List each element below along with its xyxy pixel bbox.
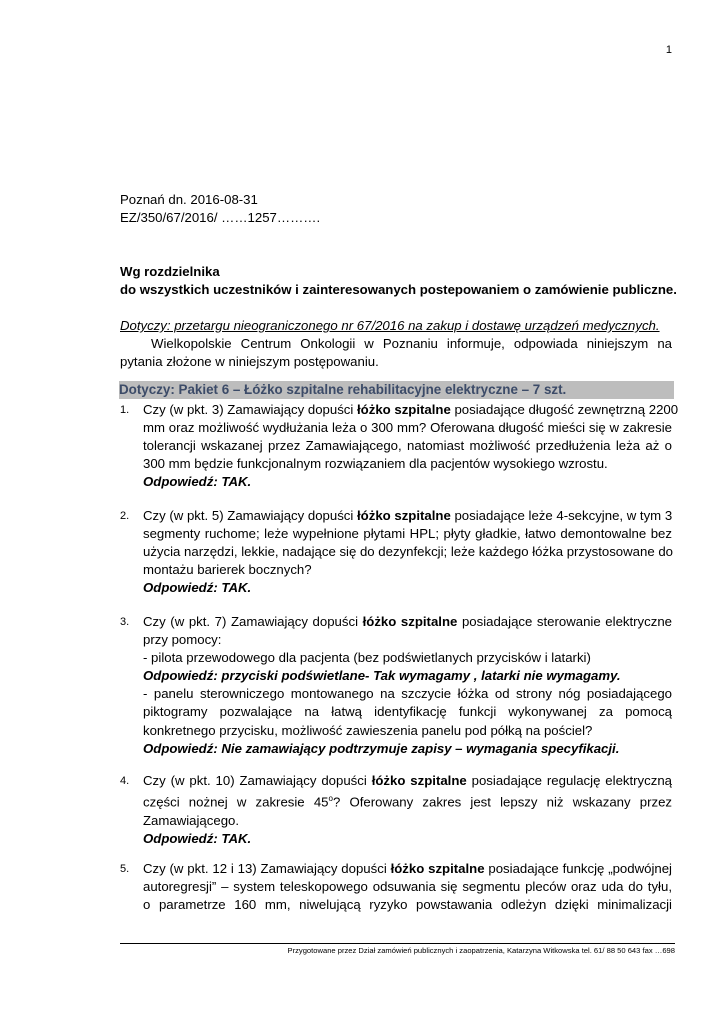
question-item-3 (143, 613, 672, 758)
footer-text: Przygotowane przez Dział zamówień publicznych i zaopatrzenia, Katarzyna Witkowska tel. 61/ 88 50 643 fax …698 (287, 946, 675, 955)
intro-line-1: Wielkopolskie Centrum Onkologii w Poznaniu informuje, odpowiada niniejszym na (151, 336, 672, 351)
question-item-5 (143, 860, 672, 914)
answer: Odpowiedź: TAK. (143, 830, 252, 846)
answer: Odpowiedź: TAK. (143, 474, 252, 490)
answer: Odpowiedź: TAK. (143, 580, 252, 596)
question-line: Zamawiającego. (143, 812, 240, 828)
item-number: 2. (120, 510, 130, 522)
place-date: Poznań dn. 2016-08-31 (120, 192, 258, 207)
question-line: Czy (w pkt. 5) Zamawiający dopuści łóżko szpitalne posiadające leże 4-sekcyjne, w tym 3 (143, 508, 673, 523)
section-header: Dotyczy: Pakiet 6 – Łóżko szpitalne rehabilitacyjne elektryczne – 7 szt. (119, 381, 674, 399)
recipients-line-1: Wg rozdzielnika (120, 264, 220, 279)
question-line: montażu barierek bocznych? (143, 562, 312, 578)
answer: Odpowiedź: przyciski podświetlane- Tak wymagamy , latarki nie wymagamy. (143, 668, 621, 684)
item-number: 5. (120, 863, 130, 875)
question-line: 300 mm będzie funkcjonalnym rozwiązaniem dla pacjentów wysokiego wzrostu. (143, 456, 608, 472)
item-number: 1. (120, 404, 130, 416)
intro-line-2: pytania złożone w niniejszym postępowaniu. (120, 354, 379, 369)
question-line: autoregresji” – system teleskopowego odsuwania się segmentu pleców oraz uda do tyłu, (143, 879, 672, 895)
question-line: - pilota przewodowego dla pacjenta (bez podświetlanych przycisków i latarki) (143, 650, 591, 666)
subject-line: Dotyczy: przetargu nieograniczonego nr 67/2016 na zakup i dostawę urządzeń medycznych. (120, 318, 660, 333)
question-line: Czy (w pkt. 10) Zamawiający dopuści łóżko szpitalne posiadające regulację elektryczną (143, 773, 673, 788)
question-line: o parametrze 160 mm, niwelującą ryzyko powstawania odleżyn dzięki minimalizacji (143, 897, 672, 913)
question-line: Czy (w pkt. 3) Zamawiający dopuści łóżko szpitalne posiadające długość zewnętrzną 2200 (143, 402, 679, 417)
question-line: tolerancji wskazanej przez Zamawiającego, natomiast możliwość przedłużenia leża aż o (143, 438, 672, 454)
question-line: przy pomocy: (143, 632, 222, 648)
question-item-4 (143, 772, 672, 848)
item-number: 3. (120, 616, 130, 628)
item-number: 4. (120, 775, 130, 787)
question-line: Czy (w pkt. 12 i 13) Zamawiający dopuści łóżko szpitalne posiadające funkcję „podwójnej (143, 861, 672, 876)
question-line: części nożnej w zakresie 45$^o$? Oferowany zakres jest lepszy niż wskazany przez (143, 794, 673, 810)
question-item-2 (143, 507, 672, 597)
reference-number: EZ/350/67/2016/ ……1257………. (120, 210, 321, 225)
question-line: konkretnego przycisku, możliwość zawieszenia panelu pod półką na pościel? (143, 722, 593, 738)
recipients-line-2: do wszystkich uczestników i zainteresowanych postepowaniem o zamówienie publiczne. (120, 282, 677, 297)
question-line: mm oraz możliwość wydłużania leża o 300 mm? Oferowana długość mieści się w zakresie (143, 420, 672, 436)
question-line: segmenty ruchome; leże wypełnione płytami HPL; płyty gładkie, łatwo demontowalne bez (143, 526, 672, 542)
footer-divider (120, 943, 675, 944)
question-line: piktogramy pozwalające na łatwą identyfikację funkcji wykonywanej za pomocą (143, 704, 672, 720)
question-line: - panelu sterowniczego montowanego na szczycie łóżka od strony nóg posiadającego (143, 686, 672, 702)
question-line: Czy (w pkt. 7) Zamawiający dopuści łóżko szpitalne posiadające sterowanie elektryczne (143, 614, 672, 629)
question-item-1 (143, 401, 679, 491)
page-number: 1 (665, 44, 672, 56)
question-line: użycia narzędzi, lekkie, nadające się do dezynfekcji; leże każdego łóżka przystosowane do (143, 544, 673, 560)
answer: Odpowiedź: Nie zamawiający podtrzymuje zapisy – wymagania specyfikacji. (143, 740, 620, 756)
